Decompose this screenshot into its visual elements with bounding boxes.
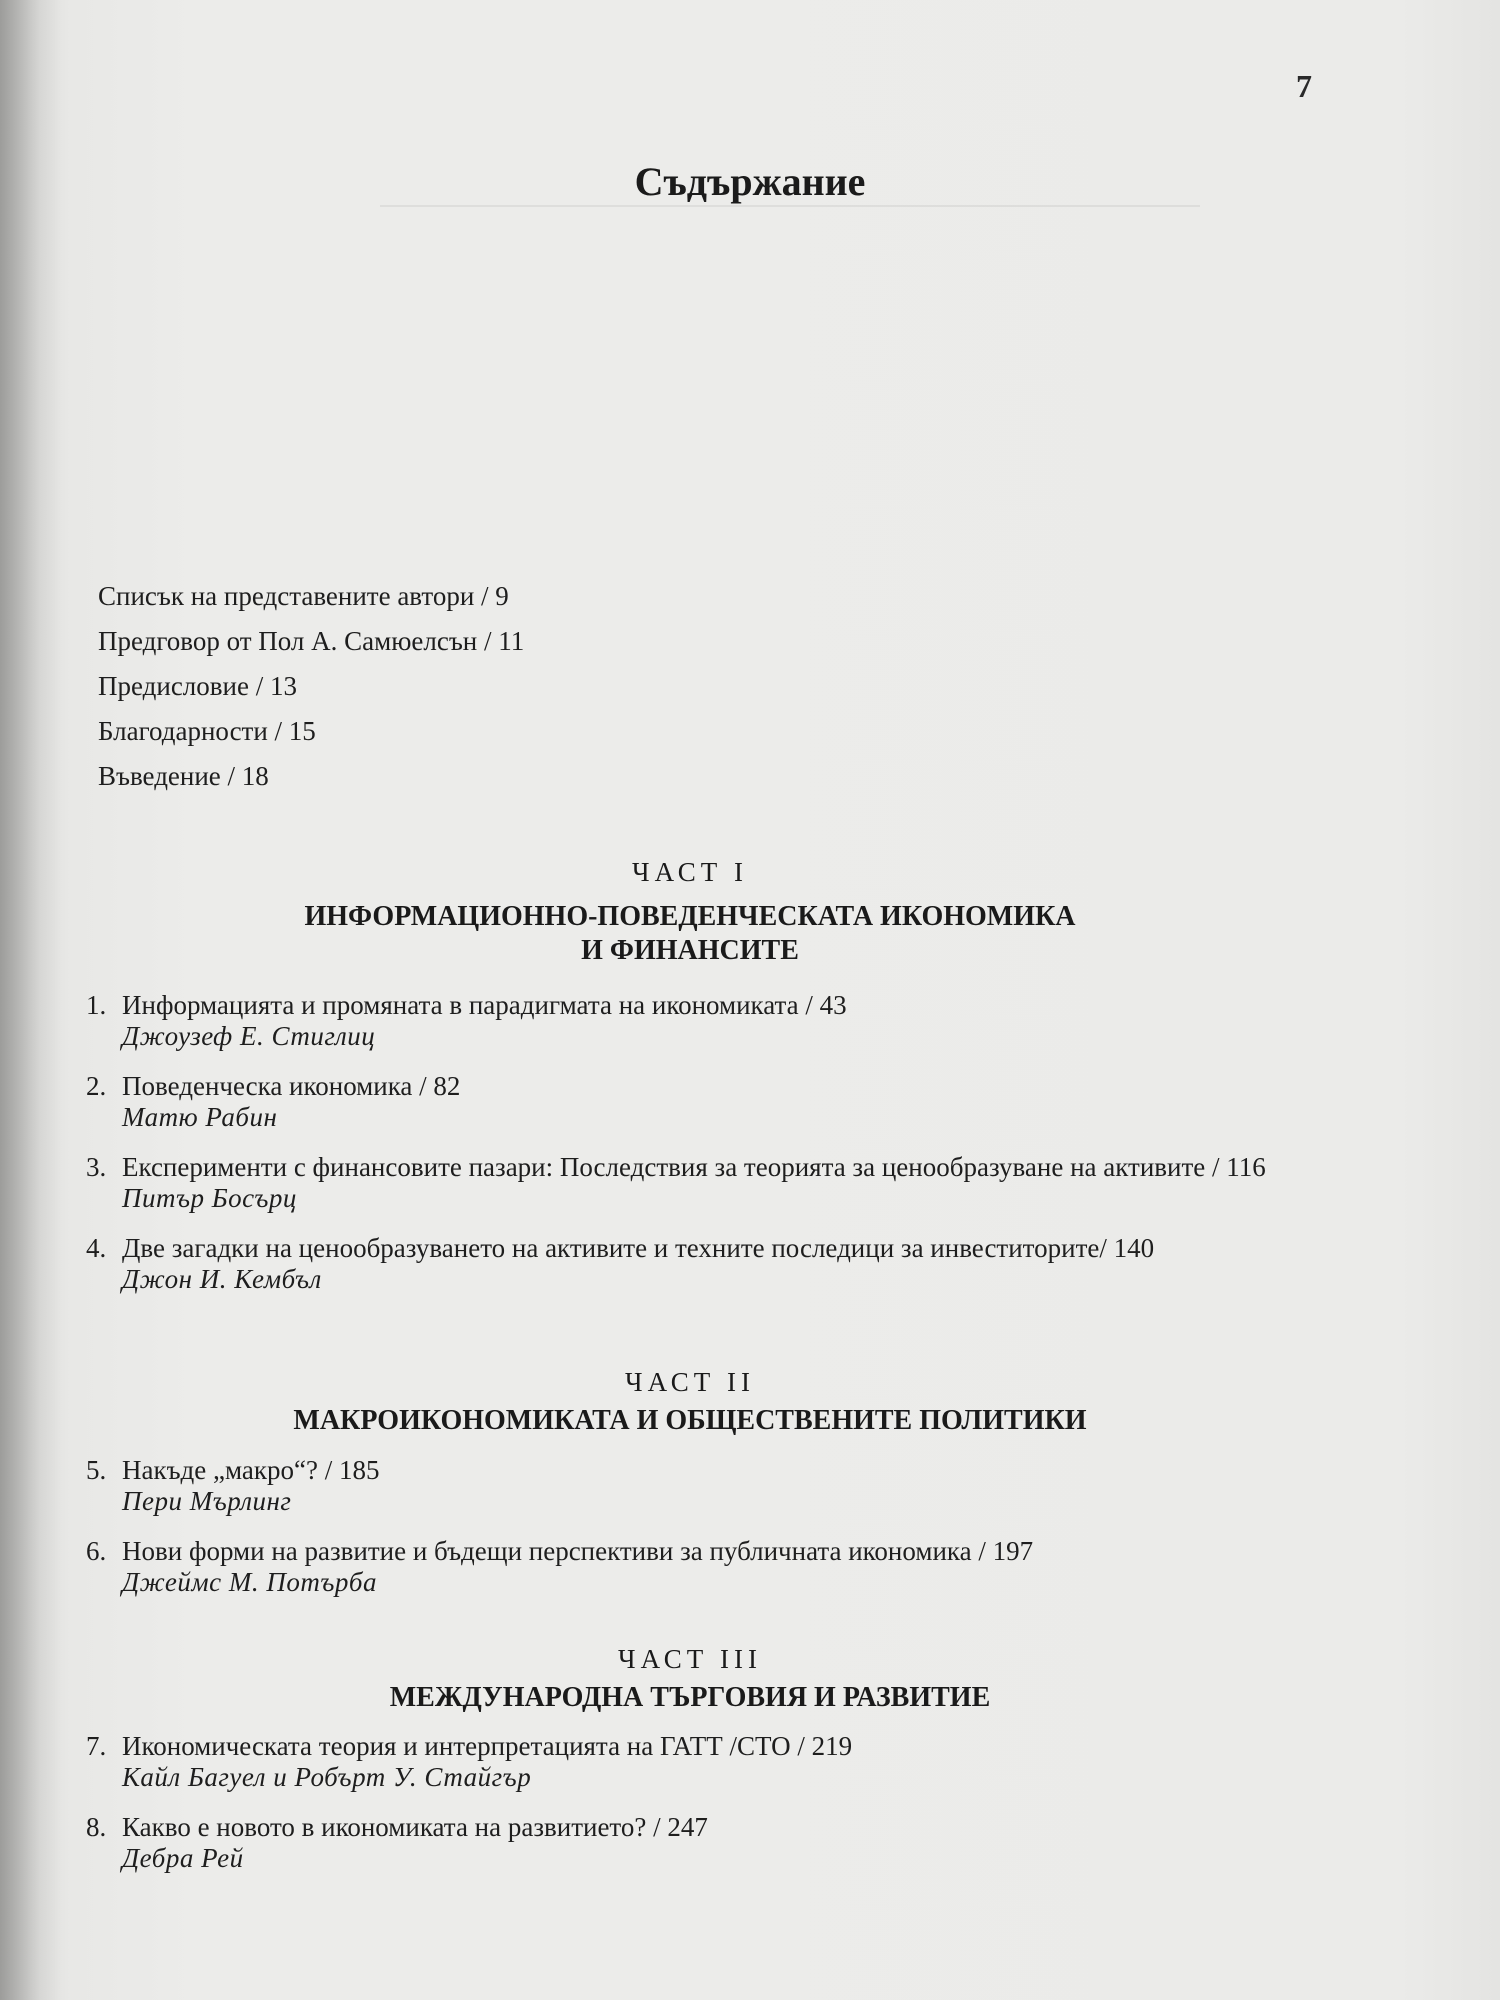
part-title bbox=[0, 1681, 1380, 1715]
chapter-number: 4. bbox=[86, 1233, 107, 1263]
front-matter-item: Благодарности / 15 bbox=[98, 716, 316, 746]
chapter-entry bbox=[86, 1731, 1336, 1793]
chapter-number: 1. bbox=[86, 990, 107, 1020]
chapter-title: Накъде „макро“? / 185 bbox=[122, 1455, 380, 1485]
page-number: 7 bbox=[1296, 68, 1312, 104]
page-title: Съдържание bbox=[634, 159, 866, 204]
chapter-author: Кайл Багуел и Робърт У. Стайгър bbox=[122, 1762, 532, 1792]
front-matter-item: Списък на представените автори / 9 bbox=[98, 581, 509, 611]
part-heading bbox=[0, 1641, 1380, 1715]
part-title-line: МЕЖДУНАРОДНА ТЪРГОВИЯ И РАЗВИТИЕ bbox=[389, 1682, 991, 1713]
front-matter-list bbox=[98, 574, 524, 799]
part-label: ЧАСТ I bbox=[632, 857, 748, 887]
show-through-decoration bbox=[380, 205, 1200, 211]
chapter-list bbox=[86, 990, 1336, 1314]
chapter-author: Пери Мърлинг bbox=[122, 1486, 292, 1516]
chapter-author: Матю Рабин bbox=[122, 1102, 278, 1132]
chapter-title: Икономическата теория и интерпретацията на ГАТТ /СТО / 219 bbox=[122, 1731, 853, 1761]
part-title-line: ИНФОРМАЦИОННО-ПОВЕДЕНЧЕСКАТА ИКОНОМИКА bbox=[304, 901, 1076, 932]
chapter-author: Джоузеф Е. Стиглиц bbox=[122, 1021, 376, 1051]
chapter-author: Джон И. Кембъл bbox=[122, 1264, 322, 1294]
part-title-line: И ФИНАНСИТЕ bbox=[581, 935, 799, 966]
chapter-number: 2. bbox=[86, 1071, 107, 1101]
chapter-entry bbox=[86, 1152, 1336, 1214]
chapter-author: Питър Босърц bbox=[122, 1183, 297, 1213]
chapter-number: 6. bbox=[86, 1536, 107, 1566]
chapter-title: Две загадки на ценообразуването на активите и техните последици за инвеститорите/ 140 bbox=[122, 1233, 1155, 1263]
chapter-title: Нови форми на развитие и бъдещи перспективи за публичната икономика / 197 bbox=[122, 1536, 1034, 1566]
part-title bbox=[0, 1404, 1380, 1438]
part-title-line: МАКРОИКОНОМИКАТА И ОБЩЕСТВЕНИТЕ ПОЛИТИКИ bbox=[293, 1405, 1087, 1436]
chapter-entry bbox=[86, 1071, 1336, 1133]
chapter-entry bbox=[86, 990, 1336, 1052]
chapter-entry bbox=[86, 1233, 1336, 1295]
chapter-list bbox=[86, 1455, 1336, 1617]
chapter-entry bbox=[86, 1536, 1336, 1598]
chapter-title: Експерименти с финансовите пазари: Последствия за теорията за ценообразуване на активите / 116 bbox=[122, 1152, 1266, 1182]
chapter-entry bbox=[86, 1812, 1336, 1874]
front-matter-item: Предговор от Пол А. Самюелсън / 11 bbox=[98, 626, 525, 656]
chapter-title: Какво е новото в икономиката на развитието? / 247 bbox=[122, 1812, 708, 1842]
part-label: ЧАСТ III bbox=[618, 1644, 762, 1674]
front-matter-item: Предисловие / 13 bbox=[98, 671, 297, 701]
chapter-list bbox=[86, 1731, 1336, 1893]
chapter-number: 7. bbox=[86, 1731, 107, 1761]
chapter-author: Джеймс М. Потърба bbox=[122, 1567, 377, 1597]
chapter-number: 8. bbox=[86, 1812, 107, 1842]
chapter-number: 3. bbox=[86, 1152, 107, 1182]
chapter-title: Информацията и промяната в парадигмата на икономиката / 43 bbox=[122, 990, 847, 1020]
part-heading bbox=[0, 854, 1380, 968]
part-label: ЧАСТ II bbox=[625, 1367, 755, 1397]
front-matter-item: Въведение / 18 bbox=[98, 761, 269, 791]
part-title bbox=[0, 900, 1380, 968]
chapter-author: Дебра Рей bbox=[122, 1843, 244, 1873]
chapter-number: 5. bbox=[86, 1455, 107, 1485]
chapter-title: Поведенческа икономика / 82 bbox=[122, 1071, 461, 1101]
chapter-entry bbox=[86, 1455, 1336, 1517]
part-heading bbox=[0, 1364, 1380, 1438]
